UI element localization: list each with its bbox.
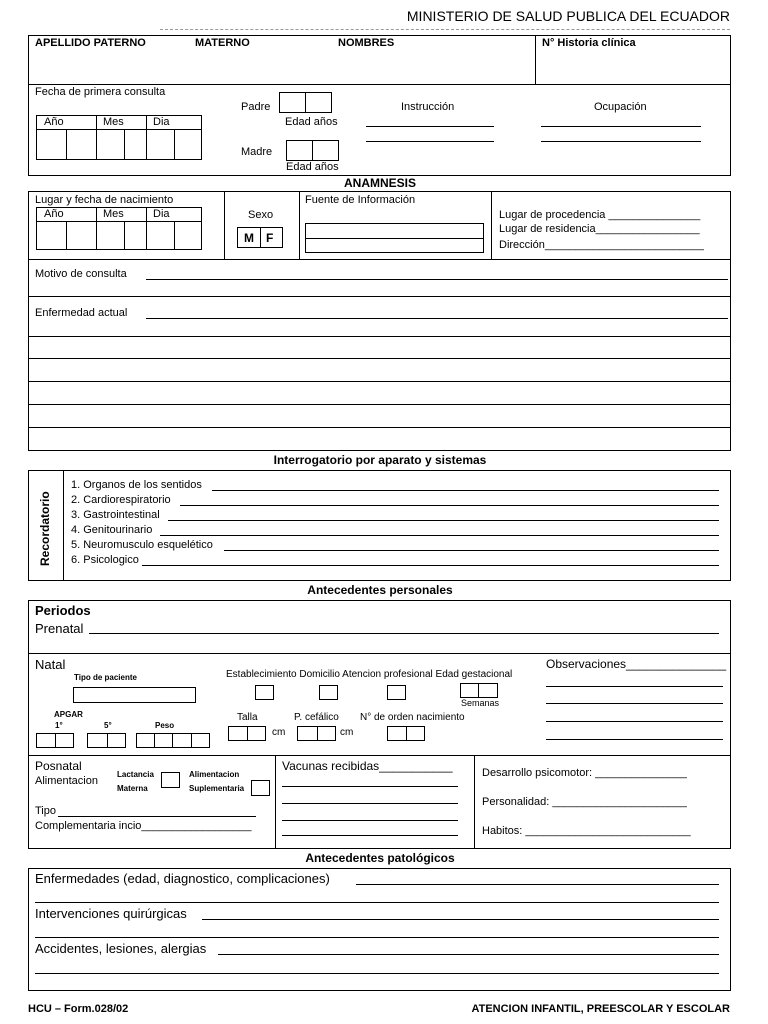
perimetro-cefalico-label: P. cefálico — [294, 712, 339, 723]
vacunas-recibidas-label: Vacunas recibidas___________ — [282, 759, 453, 773]
semanas-label: Semanas — [461, 698, 500, 708]
atencion-profesional-checkbox[interactable] — [387, 685, 406, 700]
historia-clinica-input[interactable] — [537, 52, 729, 82]
antecedentes-personales-block — [28, 600, 731, 849]
natal-columns-label: Establecimiento Domicilio Atencion profesional Edad gestacional — [226, 669, 513, 680]
interrogatorio-title: Interrogatorio por aparato y sistemas — [273, 453, 487, 467]
apgar-1-label: 1° — [55, 721, 63, 730]
tipo-paciente-input[interactable] — [73, 687, 196, 703]
edad-gestacional-box[interactable] — [460, 683, 498, 698]
observaciones-line[interactable] — [546, 739, 723, 740]
vacunas-line[interactable] — [282, 835, 458, 836]
complementaria-inicio-field[interactable]: Complementaria incio__________________ — [35, 820, 252, 832]
sexo-label: Sexo — [248, 209, 274, 221]
prenatal-line[interactable] — [89, 633, 719, 634]
intervenciones-label: Intervenciones quirúrgicas — [35, 906, 187, 921]
fuente-informacion-label: Fuente de Información — [305, 194, 416, 206]
motivo-consulta-line[interactable] — [146, 279, 728, 280]
accidentes-line[interactable] — [218, 954, 719, 955]
padre-edad-label: Edad años — [285, 116, 338, 128]
apgar-label: APGAR — [54, 710, 83, 719]
habitos-field[interactable]: Habitos: ___________________________ — [482, 825, 691, 837]
primera-consulta-label: Fecha de primera consulta — [35, 86, 166, 98]
sistema-line[interactable] — [168, 520, 719, 521]
antecedentes-patologicos-title: Antecedentes patológicos — [305, 851, 455, 865]
peso-box[interactable] — [136, 733, 210, 748]
sistema-item: 4. Genitourinario — [71, 524, 153, 536]
talla-label: Talla — [237, 712, 258, 723]
enfermedades-label: Enfermedades (edad, diagnostico, complicaciones) — [35, 871, 330, 886]
observaciones-line[interactable] — [546, 721, 723, 722]
dia-label: Dia — [153, 116, 170, 128]
padre-label: Padre — [241, 101, 271, 113]
form-code: HCU – Form.028/02 — [28, 1003, 129, 1015]
sexo-m-option[interactable]: M — [244, 231, 254, 245]
sistema-line[interactable] — [224, 550, 719, 551]
enfermedad-actual-label: Enfermedad actual — [35, 307, 128, 319]
sistema-item: 2. Cardiorespiratorio — [71, 494, 171, 506]
intervenciones-line[interactable] — [35, 937, 719, 938]
nombres-label: NOMBRES — [338, 37, 395, 49]
cefalico-cm-label: cm — [340, 727, 354, 738]
mes-label: Mes — [103, 116, 124, 128]
lugar-procedencia-field[interactable]: Lugar de procedencia _______________ — [499, 209, 701, 221]
observaciones-label: Observaciones_______________ — [546, 657, 727, 671]
sistema-item: 3. Gastrointestinal — [71, 509, 160, 521]
lactancia-materna-label-2: Materna — [117, 784, 148, 793]
ocupacion-madre-line[interactable] — [541, 141, 701, 142]
materno-label: MATERNO — [195, 37, 250, 49]
enfermedad-actual-line[interactable] — [146, 318, 728, 319]
vacunas-line[interactable] — [282, 786, 458, 787]
nac-ano-label: Año — [44, 208, 64, 220]
program-name: ATENCION INFANTIL, PREESCOLAR Y ESCOLAR — [471, 1003, 730, 1015]
talla-cm-label: cm — [272, 727, 286, 738]
sistema-item: 1. Organos de los sentidos — [71, 479, 202, 491]
enfermedades-line[interactable] — [35, 902, 719, 903]
tipo-line[interactable] — [58, 816, 256, 817]
sistema-line[interactable] — [142, 565, 719, 566]
tipo-label: Tipo — [35, 805, 56, 817]
alimentacion-label: Alimentacion — [35, 775, 98, 787]
antecedentes-personales-title: Antecedentes personales — [307, 583, 453, 597]
apgar-5-label: 5° — [104, 721, 112, 730]
establecimiento-checkbox[interactable] — [255, 685, 274, 700]
orden-nacimiento-label: N° de orden nacimiento — [360, 712, 465, 723]
prenatal-label: Prenatal — [35, 621, 84, 636]
lactancia-materna-label-1: Lactancia — [117, 770, 154, 779]
recordatorio-side-label: Recordatorio — [38, 491, 52, 566]
enfermedades-line[interactable] — [356, 884, 719, 885]
domicilio-checkbox[interactable] — [319, 685, 338, 700]
historia-clinica-label: N° Historia clínica — [542, 37, 636, 49]
periodos-label: Periodos — [35, 603, 91, 618]
sistema-line[interactable] — [212, 490, 719, 491]
lactancia-materna-checkbox[interactable] — [161, 772, 180, 788]
alimentacion-suplementaria-checkbox[interactable] — [251, 780, 270, 796]
sistema-line[interactable] — [180, 505, 719, 506]
sistema-line[interactable] — [160, 535, 719, 536]
observaciones-line[interactable] — [546, 686, 723, 687]
nac-dia-label: Dia — [153, 208, 170, 220]
alimentacion-suplementaria-label-1: Alimentacion — [189, 770, 240, 779]
sistema-item: 5. Neuromusculo esquelético — [71, 539, 213, 551]
natal-label: Natal — [35, 657, 66, 672]
lugar-residencia-field[interactable]: Lugar de residencia_________________ — [499, 223, 700, 235]
ocupacion-label: Ocupación — [594, 101, 647, 113]
observaciones-line[interactable] — [546, 703, 723, 704]
vacunas-line[interactable] — [282, 803, 458, 804]
instruccion-label: Instrucción — [401, 101, 455, 113]
anamnesis-title: ANAMNESIS — [343, 176, 416, 190]
ano-label: Año — [44, 116, 64, 128]
ocupacion-padre-line[interactable] — [541, 126, 701, 127]
instruccion-padre-line[interactable] — [366, 126, 494, 127]
direccion-field[interactable]: Dirección__________________________ — [499, 239, 704, 251]
accidentes-line[interactable] — [35, 973, 719, 974]
accidentes-label: Accidentes, lesiones, alergias — [35, 941, 207, 956]
lugar-fecha-nacimiento-label: Lugar y fecha de nacimiento — [35, 194, 174, 206]
madre-label: Madre — [241, 146, 273, 158]
vacunas-line[interactable] — [282, 820, 458, 821]
sexo-f-option[interactable]: F — [266, 231, 274, 245]
tipo-paciente-label: Tipo de paciente — [74, 673, 137, 682]
desarrollo-psicomotor-field[interactable]: Desarrollo psicomotor: _______________ — [482, 767, 687, 779]
apellido-paterno-label: APELLIDO PATERNO — [35, 37, 146, 49]
motivo-consulta-label: Motivo de consulta — [35, 268, 127, 280]
madre-edad-label: Edad años — [286, 161, 339, 173]
header-rule — [160, 29, 730, 30]
peso-label: Peso — [155, 721, 175, 730]
posnatal-label: Posnatal — [35, 759, 82, 773]
intervenciones-line[interactable] — [202, 919, 719, 920]
personalidad-field[interactable]: Personalidad: ______________________ — [482, 796, 687, 808]
alimentacion-suplementaria-label-2: Suplementaria — [189, 784, 245, 793]
instruccion-madre-line[interactable] — [366, 141, 494, 142]
ministry-title: MINISTERIO DE SALUD PUBLICA DEL ECUADOR — [406, 8, 730, 24]
nac-mes-label: Mes — [103, 208, 124, 220]
sistema-item: 6. Psicologico — [71, 554, 139, 566]
apellido-input[interactable] — [30, 52, 533, 82]
